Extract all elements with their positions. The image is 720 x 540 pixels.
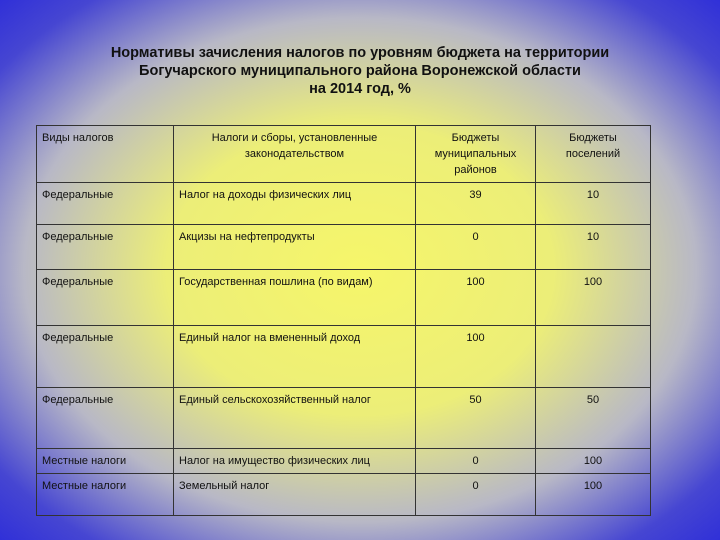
cell-tax-name: Государственная пошлина (по видам) [174, 270, 416, 326]
cell-tax-kind: Федеральные [37, 270, 174, 326]
cell-settlement-pct [536, 326, 651, 388]
cell-district-pct: 0 [416, 225, 536, 270]
cell-district-pct: 50 [416, 388, 536, 449]
cell-district-pct: 39 [416, 183, 536, 225]
table-row [37, 449, 651, 474]
cell-settlement-pct: 100 [536, 449, 651, 474]
cell-tax-name: Единый налог на вмененный доход [174, 326, 416, 388]
cell-district-pct: 100 [416, 270, 536, 326]
cell-district-pct: 100 [416, 326, 536, 388]
cell-settlement-pct: 100 [536, 474, 651, 516]
table-header-row [37, 126, 651, 183]
cell-tax-kind: Местные налоги [37, 449, 174, 474]
cell-tax-name: Акцизы на нефтепродукты [174, 225, 416, 270]
table-row [37, 270, 651, 326]
cell-settlement-pct: 10 [536, 183, 651, 225]
cell-tax-name: Земельный налог [174, 474, 416, 516]
cell-tax-kind: Федеральные [37, 388, 174, 449]
header-taxes-and-fees: Налоги и сборы, установленные законодательством [174, 126, 416, 183]
cell-tax-kind: Федеральные [37, 326, 174, 388]
table-row [37, 225, 651, 270]
slide-title [60, 44, 660, 98]
cell-district-pct: 0 [416, 474, 536, 516]
cell-tax-name: Налог на доходы физических лиц [174, 183, 416, 225]
cell-settlement-pct: 10 [536, 225, 651, 270]
table-row [37, 183, 651, 225]
cell-settlement-pct: 100 [536, 270, 651, 326]
cell-district-pct: 0 [416, 449, 536, 474]
table-row [37, 326, 651, 388]
header-settlement-budgets: Бюджеты поселений [536, 126, 651, 183]
cell-tax-kind: Федеральные [37, 183, 174, 225]
cell-tax-name: Налог на имущество физических лиц [174, 449, 416, 474]
table-row [37, 388, 651, 449]
title-line-2: Богучарского муниципального района Воронежской области [139, 63, 581, 79]
cell-tax-name: Единый сельскохозяйственный налог [174, 388, 416, 449]
cell-tax-kind: Федеральные [37, 225, 174, 270]
table-row [37, 474, 651, 516]
header-district-budgets: Бюджеты муниципальных районов [416, 126, 536, 183]
cell-settlement-pct: 50 [536, 388, 651, 449]
tax-standards-table [36, 125, 651, 516]
cell-tax-kind: Местные налоги [37, 474, 174, 516]
title-line-3: на 2014 год, % [309, 81, 411, 97]
header-tax-kind: Виды налогов [37, 126, 174, 183]
title-line-1: Нормативы зачисления налогов по уровням бюджета на территории [110, 45, 610, 61]
